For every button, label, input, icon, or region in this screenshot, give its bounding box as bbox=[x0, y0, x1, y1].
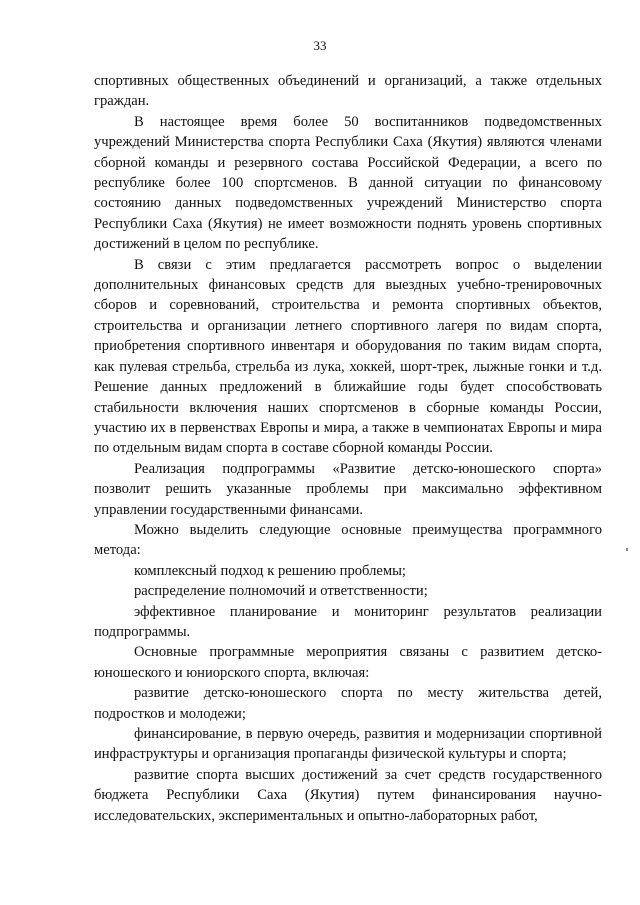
document-body bbox=[94, 71, 602, 826]
paragraph-continuation: спортивных общественных объединений и организаций, а также отдельных граждан. bbox=[94, 73, 602, 110]
list-item-effective-planning: эффективное планирование и мониторинг результатов реализации подпрограммы. bbox=[94, 603, 602, 640]
list-item-high-performance-sport: развитие спорта высших достижений за счет средств государственного бюджета Республики Саха (Якутия) путем финансирования научно-исследовательских, экспериментальных и опытно-лабораторных работ, bbox=[94, 766, 602, 824]
paragraph-athletes-status: В настоящее время более 50 воспитанников подведомственных учреждений Министерства спорта Республики Саха (Якутия) являются членами сборной команды и резервного состава Российской Федерации, а всего по республике более 100 спортсменов. В данной ситуации по финансовому состоянию данных подведомственных учреждений Министерство спорта Республики Саха (Якутия) не имеет возможности поднять уровень спортивных достижений в целом по республике. bbox=[94, 113, 602, 253]
paragraph-subprogram-implementation: Реализация подпрограммы «Развитие детско-юношеского спорта» позволит решить указанные проблемы при максимально эффективном управлении государственными финансами. bbox=[94, 460, 602, 518]
scan-margin-mark bbox=[626, 548, 628, 551]
paragraph-advantages-intro: Можно выделить следующие основные преимущества программного метода: bbox=[94, 521, 602, 559]
page-number: 33 bbox=[313, 38, 327, 53]
paragraph-main-activities-intro: Основные программные мероприятия связаны с развитием детско-юношеского и юниорского спорта, включая: bbox=[94, 644, 602, 681]
list-item-infrastructure-financing: финансирование, в первую очередь, развития и модернизации спортивной инфраструктуры и организация пропаганды физической культуры и спорта; bbox=[94, 726, 602, 763]
list-item-youth-sport-development: развитие детско-юношеского спорта по месту жительства детей, подростков и молодежи; bbox=[94, 685, 602, 722]
list-item-comprehensive-approach: комплексный подход к решению проблемы; bbox=[134, 562, 406, 579]
list-item-distribution-of-powers: распределение полномочий и ответственности; bbox=[134, 583, 428, 600]
paragraph-funding-proposal: В связи с этим предлагается рассмотреть вопрос о выделении дополнительных финансовых средств для выездных учебно-тренировочных сборов и соревнований, строительства и ремонта спортивных объектов, строительства и организации летнего спортивного лагеря по видам спорта, приобретения спортивного инвентаря и оборудования по таким видам спорта, как пулевая стрельба, стрельба из лука, хоккей, шорт-трек, лыжные гонки и т.д. Решение данных предложений в ближайшие годы будет способствовать стабильности включения наших спортсменов в сборные команды России, участию их в первенствах Европы и мира, а также в чемпионатах Европы и мира по отдельным видам спорта в составе сборной команды России. bbox=[94, 256, 602, 457]
